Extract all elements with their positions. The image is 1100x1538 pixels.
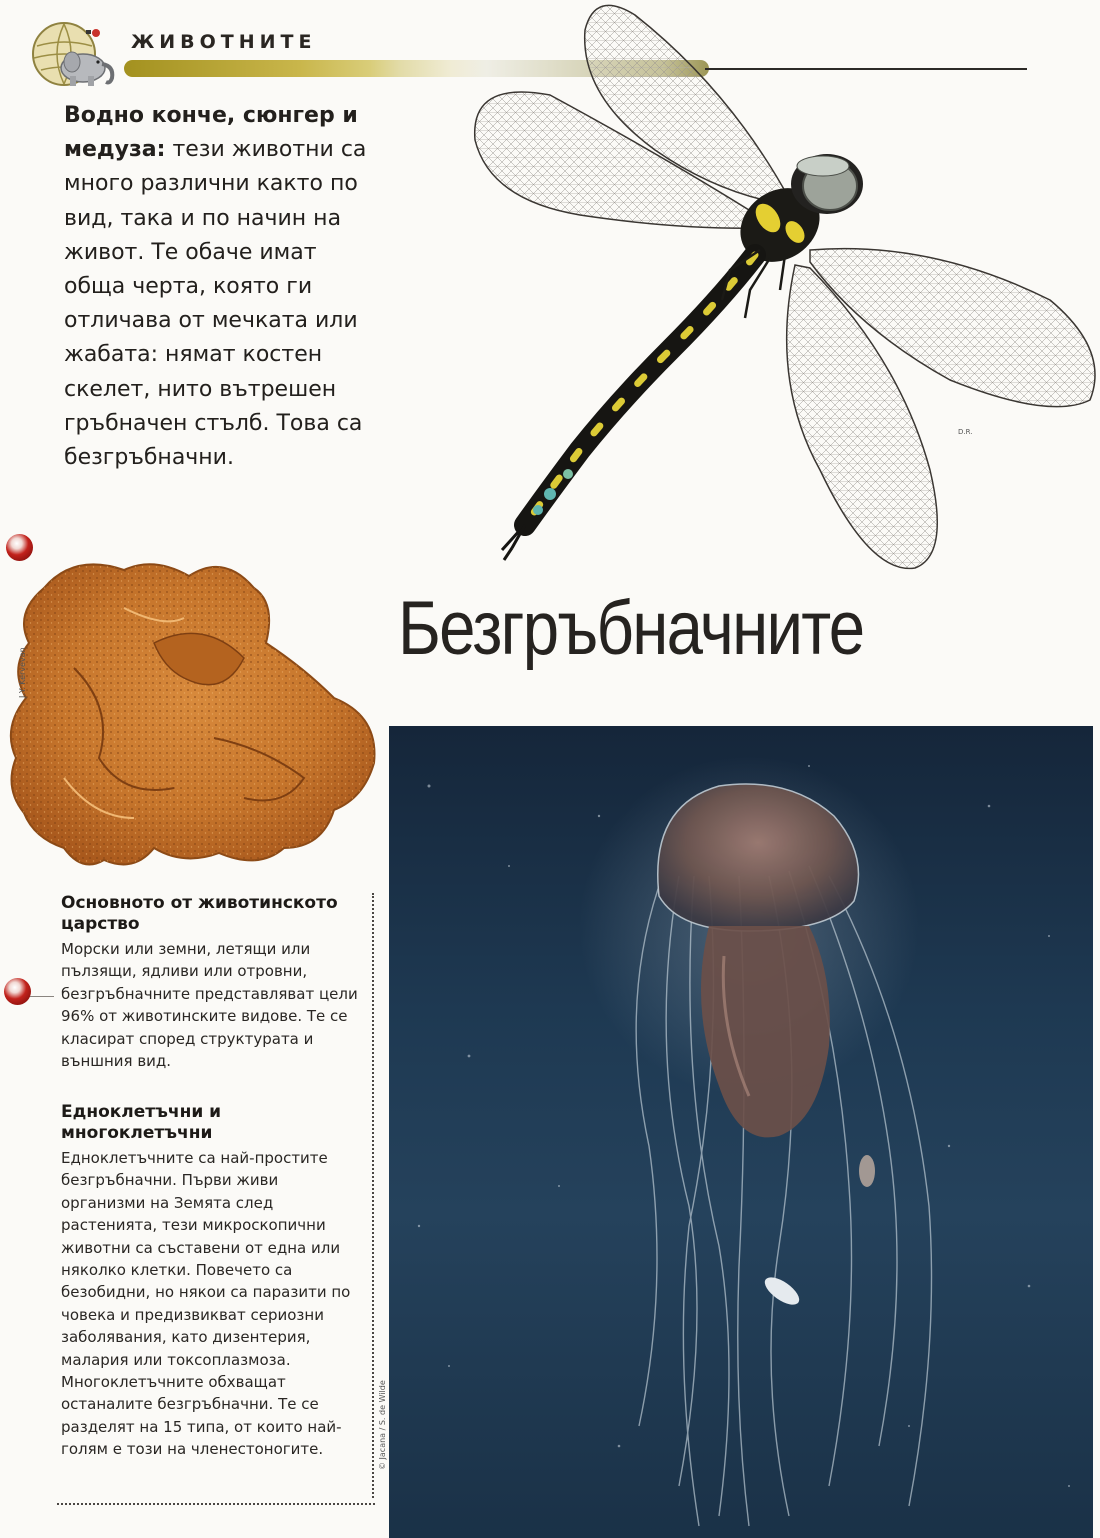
sidebar-block [61, 1102, 363, 1461]
block-heading: Основното от животинското царство [61, 893, 338, 934]
page-title: Безгръбначните [398, 586, 864, 671]
sidebar-divider-vertical [372, 893, 374, 1498]
intro-lead: Водно конче, сюнгер и медуза: [64, 103, 358, 163]
sidebar-block [61, 893, 363, 1072]
margin-tick [30, 996, 54, 997]
sponge-credit: J.Y. Kervevan [18, 647, 27, 698]
intro-body: тези животни са много различни както по вид, така и по начин на живот. Те обаче имат обща черта, която ги отличава от мечката или жабата: нямат костен скелет, нито вътрешен гръбначен стълб. Това са безгръбначни. [64, 137, 367, 471]
block-body: Едноклетъчните са най-простите безгръбначни. Първи живи организми на Земята след растенията, тези микроскопични животни са съставени от една или няколко клетки. Повечето са безобидни, но някои са паразити по човека и предизвикват сериозни заболявания, като дизентерия, малария или токсоплазмоза. Многоклетъчните обхващат останалите безгръбначни. Те се разделят на 15 типа, от които най-голям е този на членестоногите. [61, 1149, 351, 1459]
block-body: Морски или земни, летящи или пълзящи, ядливи или отровни, безгръбначните представляват цели 96% от животинските видове. Те се класират според структурата и външния вид. [61, 940, 358, 1071]
dragonfly-illustration [250, 0, 1100, 580]
jellyfish-credit: © Jacana / S. de Wilde [378, 1380, 387, 1470]
jellyfish-photo [389, 726, 1093, 1538]
red-bead-icon [6, 534, 33, 561]
red-bead-icon [4, 978, 31, 1005]
sponge-illustration [4, 548, 386, 876]
globe-elephant-icon [28, 20, 124, 92]
sidebar-divider-horizontal [57, 1503, 375, 1505]
section-label: ЖИВОТНИТЕ [131, 31, 317, 53]
block-heading: Едноклетъчни и многоклетъчни [61, 1102, 222, 1143]
dragonfly-credit: D.R. [958, 428, 973, 436]
